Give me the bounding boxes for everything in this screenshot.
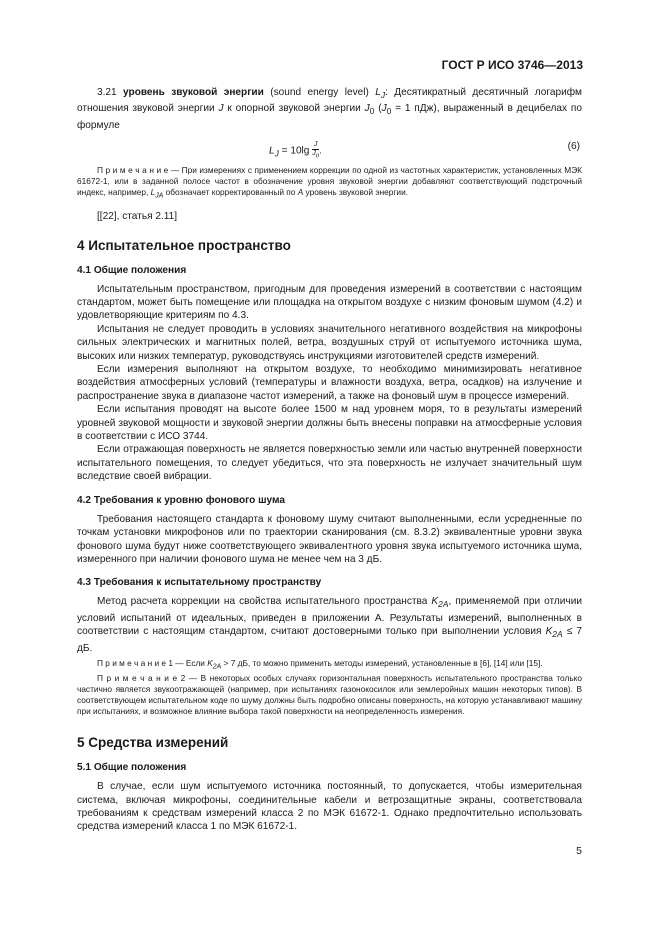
symbol-j0-sub: 0 [369,106,375,117]
note-text-a: — При измерениях с применением коррекции по одной из частотных характеристик, установленных МЭК 61672-1, или в заданной полосе частот в обозначение уровня звуковой энергии добавляют соответствующий подстрочный индекс, например, [77,165,583,198]
fraction-den-sub: 0 [315,153,319,160]
fraction-denominator [312,150,319,160]
standard-header: ГОСТ Р ИСО 3746—2013 [441,58,583,72]
paragraph: Испытания не следует проводить в условиях значительного негативного воздействия на микрофоны сильных электрических и магнитных полей, ветра, воздушных струй от испытуемого источника шума, высоких или низких температур, руководствуясь инструкциями изготовителей средств измерений. [77,323,582,362]
term-name: уровень звуковой энергии [123,87,264,98]
paragraph: Испытательным пространством, пригодным для проведения измерений в соответствии с настоящим стандартом, может быть помещение или площадка на открытом воздухе с низким фоновым шумом (4.2) и удовлетворяющие критериям по 4.3. [77,283,582,322]
paragraph: Если отражающая поверхность не является поверхностью земли или частью внутренней поверхности испытательного помещения, то следует убедиться, что эта поверхность не излучает значительный шум вследствие своей вибрации. [77,444,582,483]
formula-lhs: L [269,145,275,157]
fraction-den-symbol: J [312,150,316,158]
definition-text-a: : Десятикратный десятичный логарифм отношения звуковой энергии [77,87,582,115]
note-text: — Если [172,657,208,668]
symbol-k-condition-sub: 2A [552,629,563,640]
condition-text: ≤ 7 дБ. [77,626,583,654]
note-text-b: обозначает корректированный по [163,187,298,198]
formula-lhs-sub: J [274,148,279,159]
text-segment: , применяемой при отличии условий испытаний от идеальных, приведен в приложении А. Результаты измерений, выполненных в соответствии с настоящим стандартом, считают достоверными только при выполнении условия [77,596,582,638]
formula-fraction [312,141,319,160]
formula-number: (6) [567,141,580,153]
term-english: (sound energy level) [270,87,369,98]
formula-6 [77,137,582,159]
note-3-21 [77,165,582,202]
page-content [77,86,582,834]
paragraph: Если испытания проводят на высоте более 1500 м над уровнем моря, то в результаты измерений уровней звуковой мощности и звуковой энергии должны быть внесены поправки на атмосферные условия в соответствии с ИСО 3744. [77,404,582,443]
subsection-4-3-heading: 4.3 Требования к испытательному пространству [77,577,322,589]
paragraph: В случае, если шум испытуемого источника постоянный, то допускается, чтобы измерительная система, включая микрофоны, соединительные кабели и ветрозащитные экраны, соответствовала требованиям к средствам измерений класса 2 по МЭК 61672-1. Однако предпочтительно использовать средства измерений класса 1 по МЭК 61672-1. [77,781,582,833]
definition-text-d: = 1 пДж), выраженный в децибелах по формуле [77,103,582,131]
subsection-5-1-heading: 5.1 Общие положения [77,762,187,774]
note-text: > 7 дБ, то можно применить методы измерений, установленные в [6], [14] или [15]. [221,657,543,668]
paragraph: Требования настоящего стандарта к фоновому шуму считают выполненными, если усредненные по точкам установки микрофонов или по траектории сканирования (см. 8.3.2) эквивалентные уровни звука фонового шума будут ниже соответствующего эквивалентного уровня звука испытуемого источника шума, измеренного при наличии фонового шума не менее чем на 3 дБ. [77,513,582,565]
note-symbol-sub: JA [155,193,164,201]
definition-3-21 [77,86,582,132]
note-text-c: уровень звуковой энергии. [303,187,409,198]
definition-text-c: ( [374,103,382,115]
note-symbol-k: K [207,657,213,668]
subsection-4-1-heading: 4.1 Общие положения [77,264,187,276]
text-segment: Метод расчета коррекции на свойства испытательного пространства [97,596,432,608]
paragraph: Если измерения выполняют на открытом воздухе, то необходимо минимизировать негативное воздействия атмосферных условий (температуры и влажности воздуха, ветра, осадков) на излучение и распространение звука в диапазоне частот измерений, а также на фоновый шум в процессе измерений. [77,364,582,402]
note-text: — В некоторых особых случаях горизонтальная поверхность испытательного пространства только частично является звукоотражающей (например, при испытаниях газонокосилок или землеройных машин некоторых типов). В соответствующем испытательном коде по шуму должны быть подробно описаны поверхность, на которую устанавливают машину при испытаниях, и возможное влияние выбора такой поверхности на неопределенность измерения. [77,672,582,716]
note-4-3-1 [77,658,582,673]
symbol-k-sub: 2A [438,599,449,610]
symbol-k: K [431,596,439,608]
paragraph-4-3 [77,595,582,655]
term-symbol: L [375,87,381,98]
section-4-heading: 4 Испытательное пространство [77,237,291,253]
note-label: П р и м е ч а н и е 1 [97,657,173,668]
note-label: П р и м е ч а н и е [97,165,169,176]
symbol-j0-inline-sub: 0 [386,106,392,117]
symbol-j0: J [364,103,370,115]
subsection-4-2-heading: 4.2 Требования к уровню фонового шума [77,494,285,506]
symbol-j: J [218,103,224,115]
note-label: П р и м е ч а н и е 2 [97,672,186,683]
note-4-3-2 [77,673,582,717]
formula-equals: = 10lg [278,145,313,157]
note-symbol-k-sub: 2A [212,663,222,671]
term-number: 3.21 [97,87,117,98]
note-symbol: L [150,187,156,198]
reference-citation: [[22], статья 2.11] [97,211,178,223]
term-symbol-sub: J [380,90,386,101]
note-symbol-a: A [297,187,304,198]
fraction-numerator: J [313,141,318,149]
symbol-j0-inline: J [381,103,387,115]
formula-end: . [318,145,322,157]
page-number: 5 [576,845,582,857]
formula-expression [269,141,322,160]
definition-text-b: к опорной звуковой энергии [223,103,365,115]
section-5-heading: 5 Средства измерений [77,735,229,751]
symbol-k-condition: K [545,626,553,638]
